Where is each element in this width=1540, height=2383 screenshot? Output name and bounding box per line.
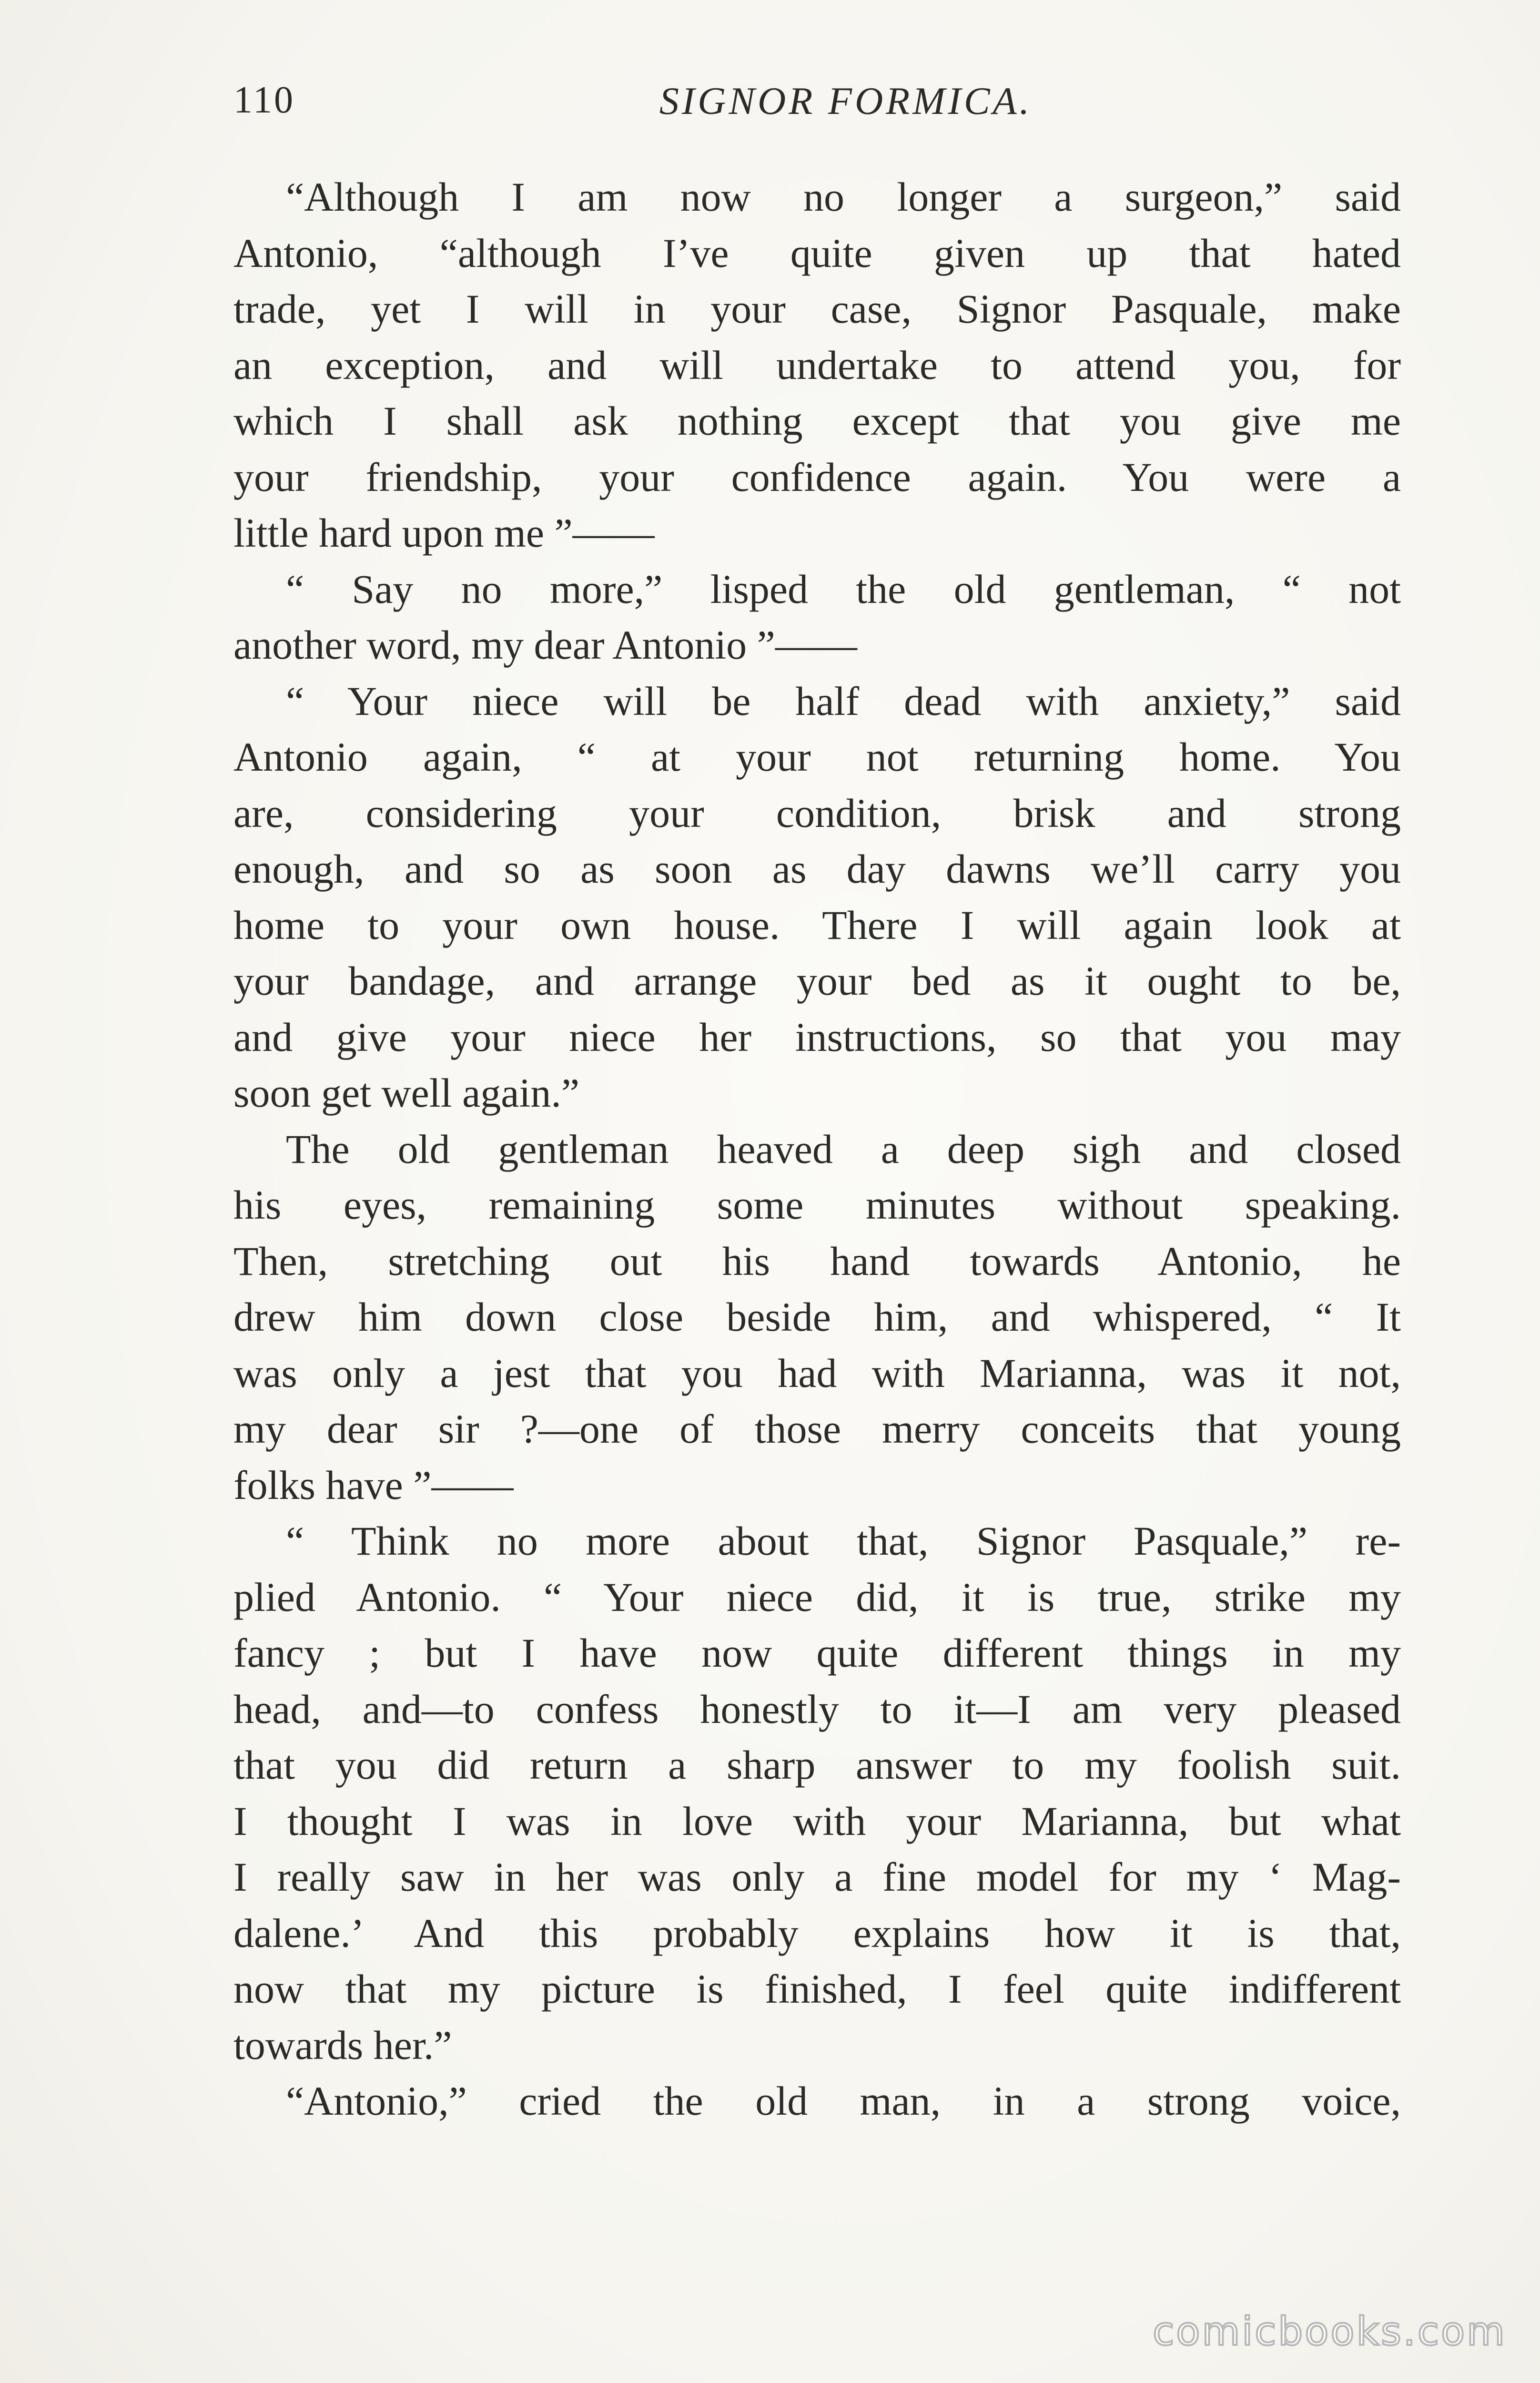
watermark: comicbooks.com [1153,2309,1507,2354]
text-line: Then, stretching out his hand towards Antonio, he [233,1238,1401,1284]
text-line: “Antonio,” cried the old man, in a strong voice, [286,2078,1401,2124]
page-number: 110 [233,79,295,121]
paragraph [233,169,1401,561]
text-line: was only a jest that you had with Marianna, was it not, [233,1350,1401,1396]
text-line: an exception, and will undertake to attend you, for [233,342,1401,388]
text-line: “ Say no more,” lisped the old gentleman, “ not [286,566,1401,612]
text-line: soon get well again.” [233,1070,580,1116]
text-line: “ Your niece will be half dead with anxiety,” said [286,678,1401,724]
text-line: now that my picture is finished, I feel quite indifferent [233,1966,1401,2012]
text-line: “Although I am now no longer a surgeon,” said [286,174,1401,220]
text-line: his eyes, remaining some minutes without speaking. [233,1182,1401,1228]
paragraph [233,2073,1401,2129]
text-line: and give your niece her instructions, so that you may [233,1014,1401,1060]
text-line: little hard upon me ”—— [233,510,655,556]
text-line: which I shall ask nothing except that you give me [233,398,1401,444]
text-line: your bandage, and arrange your bed as it ought to be, [233,958,1401,1004]
running-title: SIGNOR FORMICA. [659,79,1033,122]
paragraph [233,1121,1401,1514]
text-line: I really saw in her was only a fine model for my ‘ Mag- [233,1854,1401,1900]
paragraph [233,673,1401,1121]
paragraph [233,561,1401,673]
body-text [233,169,1401,2129]
text-line: are, considering your condition, brisk and strong [233,790,1401,836]
text-line: Antonio again, “ at your not returning home. You [233,734,1401,780]
text-line: folks have ”—— [233,1462,514,1508]
text-line: fancy ; but I have now quite different things in my [233,1630,1401,1676]
text-line: home to your own house. There I will again look at [233,902,1401,948]
page-header [233,79,1401,136]
text-line: The old gentleman heaved a deep sigh and closed [286,1126,1401,1172]
text-line: another word, my dear Antonio ”—— [233,622,857,668]
text-line: Antonio, “although I’ve quite given up that hated [233,230,1401,276]
paragraph [233,1513,1401,2073]
text-line: towards her.” [233,2022,452,2068]
text-line: I thought I was in love with your Marianna, but what [233,1798,1401,1844]
text-line: my dear sir ?—one of those merry conceits that young [233,1406,1401,1452]
text-line: dalene.’ And this probably explains how it is that, [233,1910,1401,1956]
text-line: head, and—to confess honestly to it—I am very pleased [233,1686,1401,1732]
text-line: drew him down close beside him, and whispered, “ It [233,1294,1401,1340]
text-line: your friendship, your confidence again. You were a [233,454,1401,500]
text-line: “ Think no more about that, Signor Pasquale,” re- [286,1518,1401,1564]
text-line: that you did return a sharp answer to my foolish suit. [233,1742,1401,1788]
text-line: plied Antonio. “ Your niece did, it is true, strike my [233,1574,1401,1620]
text-line: trade, yet I will in your case, Signor Pasquale, make [233,286,1401,332]
text-line: enough, and so as soon as day dawns we’ll carry you [233,846,1401,892]
